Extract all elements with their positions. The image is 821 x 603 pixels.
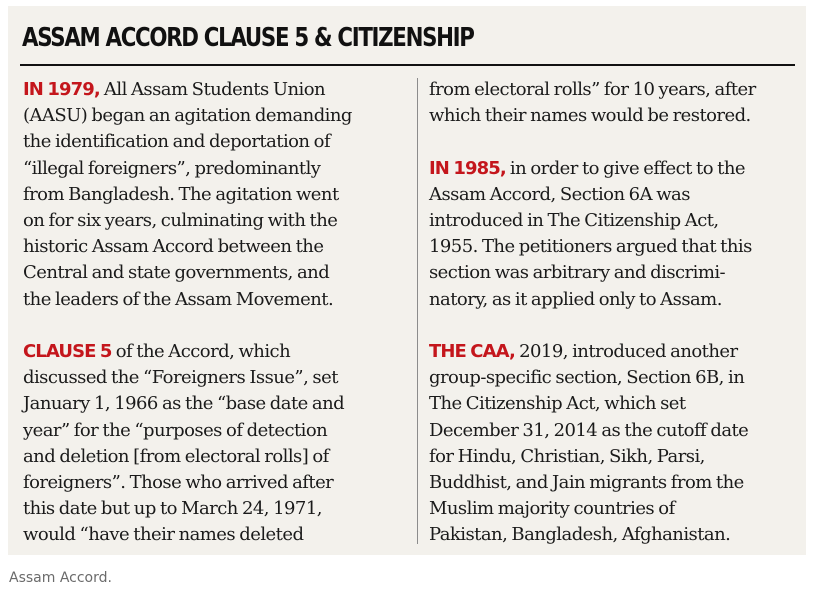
text-line: group-specific section, Section 6B, in — [429, 367, 745, 389]
text-line: introduced in The Citizenship Act, — [429, 210, 719, 231]
text-line: of the Accord, which — [111, 341, 291, 363]
text-line: All Assam Students Union — [99, 79, 326, 100]
paragraph-first-line — [23, 77, 411, 103]
paragraph-gap — [429, 313, 797, 339]
text-line: Muslim majority countries of — [429, 498, 675, 520]
text-line: the identification and deportation of — [23, 131, 331, 153]
paragraph-gap — [23, 313, 411, 339]
text-line: Buddhist, and Jain migrants from the — [429, 472, 744, 494]
image-caption: Assam Accord. — [9, 570, 112, 586]
right-column — [429, 77, 797, 549]
text-line: from electoral rolls” for 10 years, after — [429, 79, 756, 100]
text-line: which their names would be restored. — [429, 105, 751, 127]
text-line: the leaders of the Assam Movement. — [23, 288, 334, 310]
text-line: section was arbitrary and discrimi- — [429, 262, 726, 284]
text-line: discussed the “Foreigners Issue”, set — [23, 367, 338, 389]
text-line: Central and state governments, and — [23, 262, 330, 284]
column-divider — [417, 78, 418, 544]
text-line: The Citizenship Act, which set — [429, 393, 686, 415]
paragraph-first-line — [23, 339, 411, 365]
text-line: historic Assam Accord between the — [23, 236, 324, 258]
text-line: Pakistan, Bangladesh, Afghanistan. — [429, 524, 731, 546]
text-line: natory, as it applied only to Assam. — [429, 288, 722, 310]
text-line: (AASU) began an agitation demanding — [23, 105, 352, 127]
text-line: 1955. The petitioners argued that this — [429, 236, 752, 258]
paragraph-caa — [429, 339, 797, 549]
lead-1985: IN 1985, — [429, 157, 506, 179]
text-line: would “have their names deleted — [23, 524, 304, 546]
text-line: in order to give effect to the — [505, 157, 746, 179]
text-line: Assam Accord, Section 6A was — [429, 183, 690, 205]
paragraph-first-line — [429, 156, 797, 182]
title-divider — [20, 64, 795, 66]
text-line: “illegal foreigners”, predominantly — [23, 157, 321, 179]
text-line: from Bangladesh. The agitation went — [23, 183, 339, 205]
paragraph-gap — [429, 129, 797, 155]
text-line: for Hindu, Christian, Sikh, Parsi, — [429, 445, 705, 467]
text-line: foreigners”. Those who arrived after — [23, 472, 334, 494]
paragraph-continuation — [429, 77, 797, 129]
text-line: on for six years, culminating with the — [23, 210, 338, 232]
left-column — [23, 77, 411, 549]
lead-1979: IN 1979, — [23, 79, 100, 100]
paragraph-1979 — [23, 77, 411, 313]
text-line: this date but up to March 24, 1971, — [23, 498, 322, 520]
lead-clause-5: CLAUSE 5 — [23, 341, 112, 363]
text-line: 2019, introduced another — [514, 341, 738, 362]
lead-caa: THE CAA, — [429, 341, 515, 362]
paragraph-clause-5 — [23, 339, 411, 549]
infographic-card — [8, 6, 806, 555]
infographic-title: ASSAM ACCORD CLAUSE 5 & CITIZENSHIP — [22, 23, 474, 53]
text-line: January 1, 1966 as the “base date and — [23, 393, 345, 415]
text-line: and deletion [from electoral rolls] of — [23, 445, 329, 467]
paragraph-first-line — [429, 339, 797, 365]
paragraph-1985 — [429, 156, 797, 313]
text-line: year” for the “purposes of detection — [23, 419, 328, 441]
text-line: December 31, 2014 as the cutoff date — [429, 419, 749, 441]
